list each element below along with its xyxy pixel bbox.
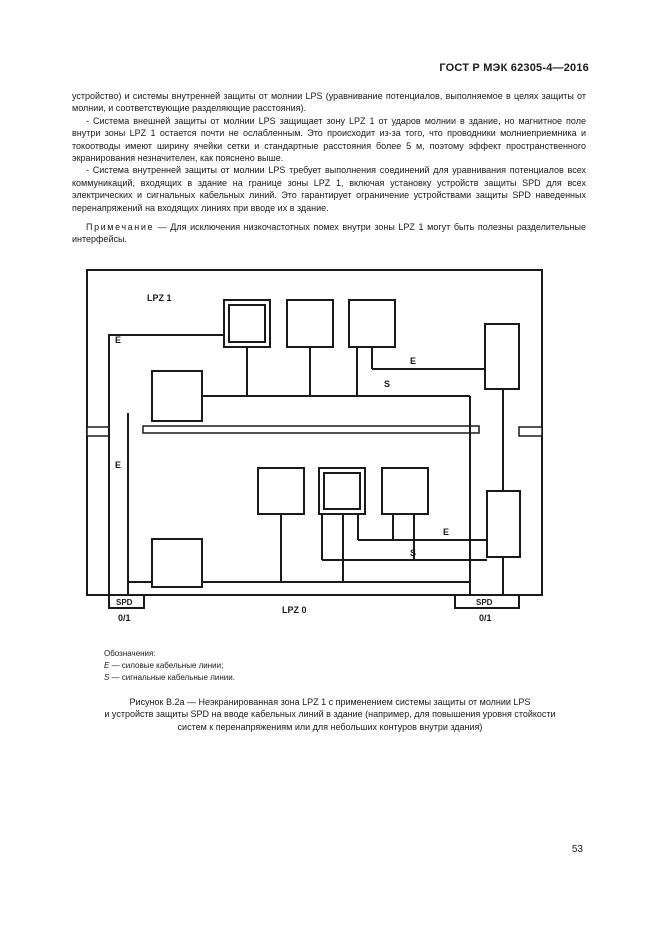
label-s-lower: S	[410, 548, 417, 558]
legend-item-signal	[104, 672, 235, 684]
wall-slot-right	[519, 427, 542, 436]
equipment-box-left-upper	[152, 371, 202, 421]
spd-right-label: SPD	[476, 598, 493, 607]
caption-line-3: систем к перенапряжениям или для небольших контуров внутри здания)	[177, 721, 483, 732]
label-e-lower-right: E	[443, 527, 450, 537]
spd-left-label: SPD	[116, 598, 133, 607]
caption-line-2: и устройств защиты SPD на вводе кабельных линий в здание (например, для повышения уровня стойкости	[104, 709, 556, 720]
paragraph-2: - Система внешней защиты от молнии LPS защищает зону LPZ 1 от ударов молнии в здание, но магнитное поле внутри зоны LPZ 1 остается почти не ослабленным. Это происходит из-за того, что проводники молниеприемника и токоотводы имеют ширину ячейки сетки и стандартные расстояния более 5 м, поэтому эффект пространственного экранирования незначителен, как пояснено выше.	[72, 115, 586, 164]
figure-caption	[60, 696, 600, 733]
legend-text-e: — силовые кабельные линии;	[109, 661, 224, 670]
legend-text-s: — сигнальные кабельные линии.	[109, 673, 235, 682]
label-e-upper-right: E	[410, 356, 417, 366]
document-header: ГОСТ Р МЭК 62305-4—2016	[439, 62, 589, 74]
page-number: 53	[571, 844, 583, 855]
equipment-box-mid-1	[258, 468, 304, 514]
equipment-box-top-3	[349, 300, 395, 347]
spd-left-zone: 0/1	[118, 613, 131, 623]
legend-symbol-s: S	[104, 673, 110, 682]
legend-symbol-e: E	[104, 661, 110, 670]
label-e-top-left: E	[115, 335, 122, 345]
legend-item-power	[104, 660, 235, 672]
caption-line-1: Рисунок B.2a — Неэкранированная зона LPZ 1 с применением системы защиты от молнии LPS	[129, 697, 531, 707]
equipment-box-left-lower	[152, 539, 202, 587]
wall-slot-left	[87, 427, 109, 436]
equipment-box-mid-3	[382, 468, 428, 514]
equipment-box-shielded-mid	[319, 468, 365, 514]
spd-right-zone: 0/1	[479, 613, 492, 623]
legend	[104, 648, 235, 684]
legend-title: Обозначения:	[104, 649, 156, 658]
note-text: — Для исключения низкочастотных помех внутри зоны LPZ 1 могут быть полезны разделительные интерфейсы.	[72, 222, 586, 245]
paragraph-3: - Система внутренней защиты от молнии LPS требует выполнения соединений для уравнивания потенциалов всех коммуникаций, входящих в здание на границе зоны LPZ 1, включая установку устройств защиты SPD для всех электрических и сигнальных кабельных линий. Это гарантирует ограничение устройствами защиты SPD наведенных перенапряжений на входящих линиях при вводе их в здание.	[72, 165, 586, 213]
terminal-box-right-upper	[485, 324, 519, 389]
zone-label-lpz1: LPZ 1	[147, 293, 172, 303]
note-label: Примечание	[86, 222, 155, 233]
label-s-upper: S	[384, 379, 391, 389]
shield-bar	[143, 426, 479, 433]
equipment-box-top-2	[287, 300, 333, 347]
terminal-box-right-lower	[487, 491, 520, 557]
equipment-box-shielded-top	[224, 300, 270, 347]
paragraph-1: устройство) и системы внутренней защиты от молнии LPS (уравнивание потенциалов, выполняемое в целях защиты от молнии, и соответствующие разделяющие расстояния).	[72, 91, 586, 114]
label-e-mid-left: E	[115, 460, 122, 470]
zone-label-lpz0: LPZ 0	[282, 605, 307, 615]
